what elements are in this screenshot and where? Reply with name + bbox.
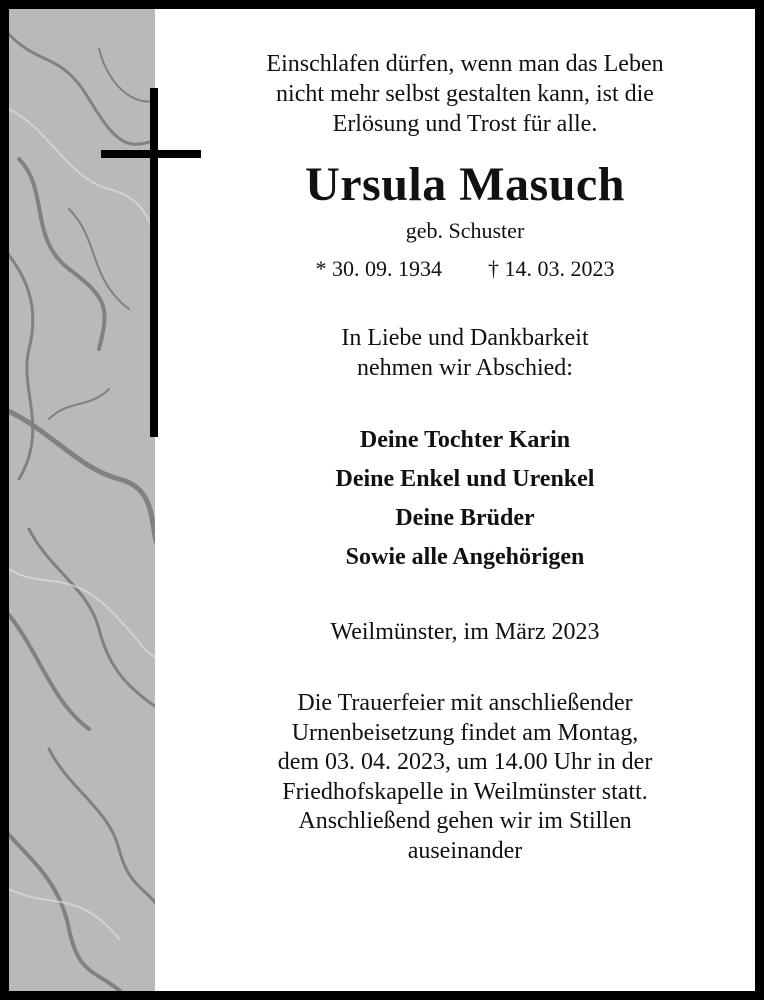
mourner-line: Sowie alle Angehörigen [345, 544, 585, 570]
mourner-line: Deine Brüder [395, 505, 535, 531]
farewell-text [159, 323, 764, 383]
quote-line: Einschlafen dürfen, wenn man das Leben [266, 51, 664, 77]
life-dates [159, 255, 764, 283]
obituary-text [159, 49, 764, 866]
place-date: Weilmünster, im März 2023 [330, 619, 600, 645]
service-line: Die Trauerfeier mit anschließender [297, 690, 633, 716]
farewell-line: In Liebe und Dankbarkeit [341, 325, 589, 351]
opening-quote [159, 49, 764, 139]
deceased-name: Ursula Masuch [305, 158, 625, 211]
quote-line: Erlösung und Trost für alle. [332, 111, 598, 137]
service-line: Friedhofskapelle in Weilmünster statt. [282, 778, 648, 805]
birth-name: geb. Schuster [405, 218, 525, 243]
service-line: Urnenbeisetzung findet am Montag, [291, 719, 639, 746]
latin-cross-icon [150, 88, 158, 437]
mourners-list [159, 421, 764, 577]
death-date: † 14. 03. 2023 [488, 256, 615, 281]
service-line: auseinander [407, 837, 523, 864]
service-info [159, 689, 764, 866]
mourner-line: Deine Tochter Karin [359, 427, 571, 453]
farewell-line: nehmen wir Abschied: [357, 355, 573, 381]
service-line: dem 03. 04. 2023, um 14.00 Uhr in der [277, 749, 653, 775]
quote-line: nicht mehr selbst gestalten kann, ist die [276, 81, 654, 107]
service-line: Anschließend gehen wir im Stillen [298, 808, 632, 834]
birth-date: * 30. 09. 1934 [315, 256, 442, 281]
mourner-line: Deine Enkel und Urenkel [335, 466, 595, 492]
